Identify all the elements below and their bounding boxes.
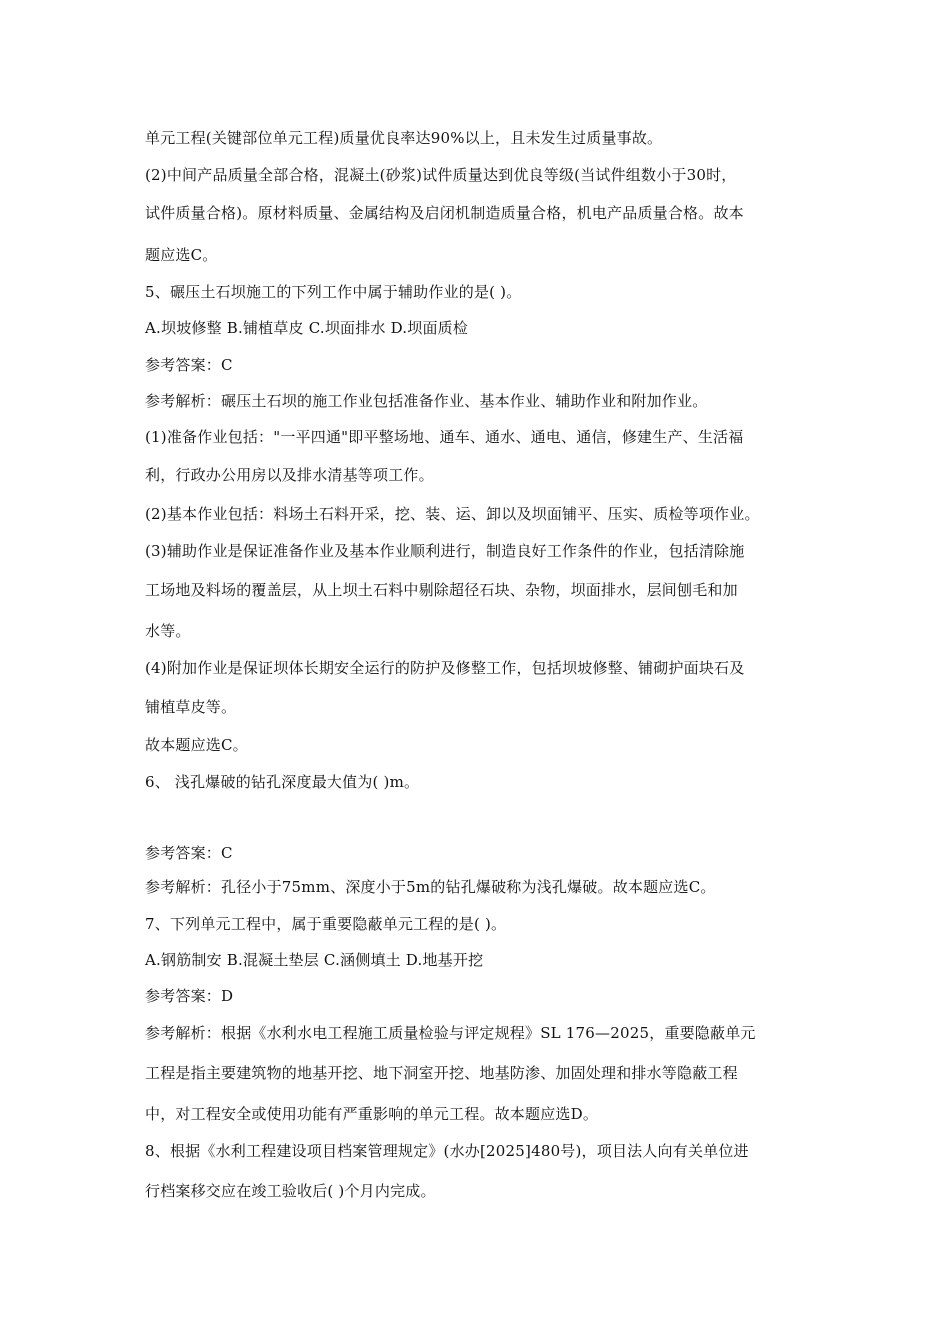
text-line: (1)准备作业包括："一平四通"即平整场地、通车、通水、通电、通信，修建生产、生活福 [145, 428, 744, 446]
question-5-options: A.坝坡修整 B.铺植草皮 C.坝面排水 D.坝面质检 [145, 319, 469, 337]
text-line: 水等。 [145, 622, 191, 640]
question-7: 7、下列单元工程中，属于重要隐蔽单元工程的是( )。 [145, 915, 507, 933]
question-6: 6、 浅孔爆破的钻孔深度最大值为( )m。 [145, 773, 420, 791]
text-line: (4)附加作业是保证坝体长期安全运行的防护及修整工作，包括坝坡修整、铺砌护面块石及 [145, 659, 745, 677]
answer-6: 参考答案：C [145, 844, 233, 862]
text-line: 故本题应选C。 [145, 736, 248, 754]
text-line: 铺植草皮等。 [145, 698, 237, 716]
text-line: 利，行政办公用房以及排水清基等项工作。 [145, 466, 434, 484]
explanation-7: 参考解析：根据《水利水电工程施工质量检验与评定规程》SL 176—2025，重要隐蔽单元 [145, 1024, 756, 1042]
text-line: 工程是指主要建筑物的地基开挖、地下洞室开挖、地基防渗、加固处理和排水等隐蔽工程 [145, 1064, 738, 1082]
explanation-5: 参考解析：碾压土石坝的施工作业包括准备作业、基本作业、辅助作业和附加作业。 [145, 392, 708, 410]
text-line: (2)基本作业包括：料场土石料开采，挖、装、运、卸以及坝面铺平、压实、质检等项作业。 [145, 505, 760, 523]
text-line: 题应选C。 [145, 246, 218, 264]
answer-5: 参考答案：C [145, 356, 233, 374]
explanation-6: 参考解析：孔径小于75mm、深度小于5m的钻孔爆破称为浅孔爆破。故本题应选C。 [145, 878, 716, 896]
text-line: (2)中间产品质量全部合格，混凝土(砂浆)试件质量达到优良等级(当试件组数小于30时， [145, 166, 737, 184]
text-line: 行档案移交应在竣工验收后( )个月内完成。 [145, 1182, 436, 1200]
answer-7: 参考答案：D [145, 987, 234, 1005]
question-7-options: A.钢筋制安 B.混凝土垫层 C.涵侧填土 D.地基开挖 [145, 951, 484, 969]
text-line: 工场地及料场的覆盖层，从上坝土石料中剔除超径石块、杂物，坝面排水，层间刨毛和加 [145, 581, 738, 599]
text-line: 单元工程(关键部位单元工程)质量优良率达90%以上，且未发生过质量事故。 [145, 129, 663, 147]
question-5: 5、碾压土石坝施工的下列工作中属于辅助作业的是( )。 [145, 283, 522, 301]
text-line: 试件质量合格)。原材料质量、金属结构及启闭机制造质量合格，机电产品质量合格。故本 [145, 204, 744, 222]
text-line: (3)辅助作业是保证准备作业及基本作业顺利进行，制造良好工作条件的作业，包括清除施 [145, 542, 745, 560]
question-8: 8、根据《水利工程建设项目档案管理规定》(水办[2025]480号)，项目法人向有关单位进 [145, 1142, 749, 1160]
text-line: 中，对工程安全或使用功能有严重影响的单元工程。故本题应选D。 [145, 1105, 599, 1123]
